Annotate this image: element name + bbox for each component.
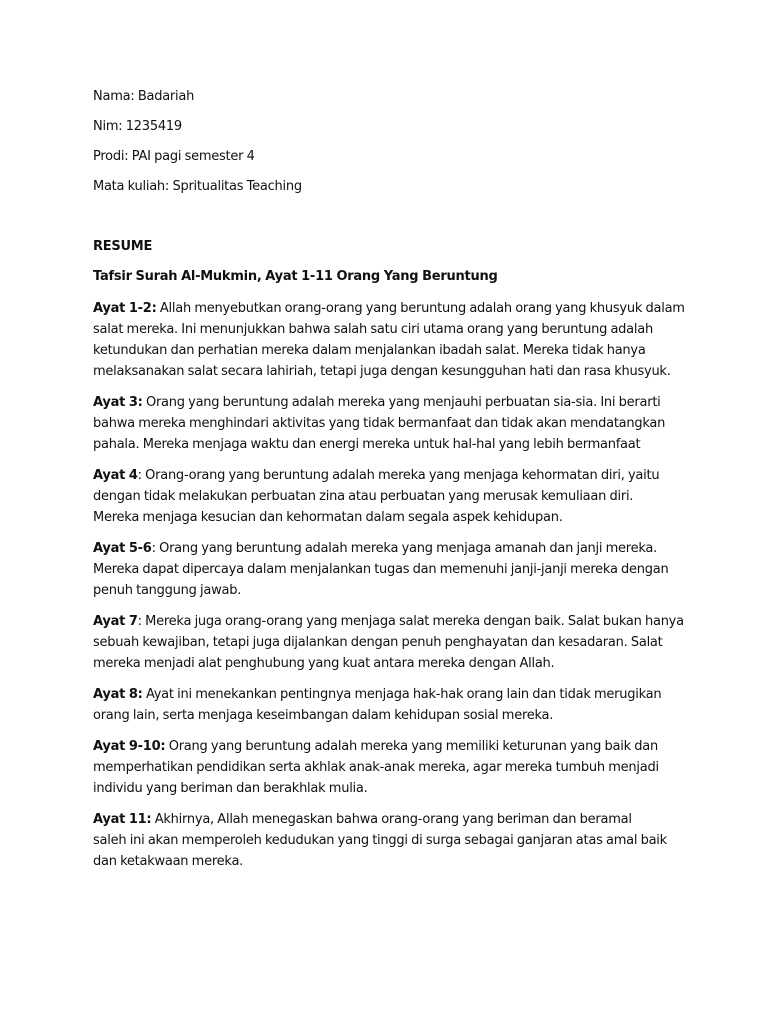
document-content: [93, 88, 693, 872]
paragraph-line: : Orang yang beruntung adalah mereka yang menjaga amanah dan janji mereka.: [151, 541, 657, 556]
paragraph-line: Ayat ini menekankan pentingnya menjaga hak-hak orang lain dan tidak merugikan: [142, 687, 662, 702]
paragraph-line: melaksanakan salat secara lahiriah, tetapi juga dengan kesungguhan hati dan rasa khusyuk.: [93, 364, 671, 379]
paragraph-line: Allah menyebutkan orang-orang yang beruntung adalah orang yang khusyuk dalam: [156, 301, 685, 316]
paragraph-line: Akhirnya, Allah menegaskan bahwa orang-orang yang beriman dan beramal: [151, 812, 632, 827]
paragraph-line: pahala. Mereka menjaga waktu dan energi mereka untuk hal-hal yang lebih bermanfaat: [93, 437, 641, 452]
paragraph-line: penuh tanggung jawab.: [93, 583, 242, 598]
paragraph-label: Ayat 11:: [93, 812, 152, 827]
paragraph-line: Orang yang beruntung adalah mereka yang menjauhi perbuatan sia-sia. Ini berarti: [142, 395, 661, 410]
document-subtitle: Tafsir Surah Al-Mukmin, Ayat 1-11 Orang Yang Beruntung: [93, 269, 498, 284]
paragraph-label: Ayat 9-10:: [93, 739, 166, 754]
paragraph-line: dan ketakwaan mereka.: [93, 854, 244, 869]
paragraph-ayat-4: [93, 465, 693, 528]
paragraph-line: : Orang-orang yang beruntung adalah mereka yang menjaga kehormatan diri, yaitu: [137, 468, 660, 483]
paragraph-line: Mereka menjaga kesucian dan kehormatan dalam segala aspek kehidupan.: [93, 510, 563, 525]
paragraph-line: dengan tidak melakukan perbuatan zina atau perbuatan yang merusak kemuliaan diri.: [93, 489, 634, 504]
study-program: Prodi: PAI pagi semester 4: [93, 149, 255, 164]
paragraph-line: salat mereka. Ini menunjukkan bahwa salah satu ciri utama orang yang beruntung adalah: [93, 322, 653, 337]
paragraph-label: Ayat 8:: [93, 687, 143, 702]
paragraph-ayat-11: [93, 809, 693, 872]
paragraph-line: saleh ini akan memperoleh kedudukan yang tinggi di surga sebagai ganjaran atas amal baik: [93, 833, 667, 848]
student-name: Nama: Badariah: [93, 89, 195, 104]
paragraph-line: : Mereka juga orang-orang yang menjaga salat mereka dengan baik. Salat bukan hanya: [137, 614, 684, 629]
paragraph-ayat-9-10: [93, 736, 693, 799]
paragraph-label: Ayat 5-6: [93, 541, 152, 556]
paragraph-line: ketundukan dan perhatian mereka dalam menjalankan ibadah salat. Mereka tidak hanya: [93, 343, 646, 358]
document-title: RESUME: [93, 239, 153, 254]
paragraph-line: Orang yang beruntung adalah mereka yang memiliki keturunan yang baik dan: [165, 739, 658, 754]
paragraph-line: mereka menjadi alat penghubung yang kuat antara mereka dengan Allah.: [93, 656, 555, 671]
paragraph-ayat-1-2: [93, 298, 693, 382]
paragraph-ayat-7: [93, 611, 693, 674]
paragraph-line: Mereka dapat dipercaya dalam menjalankan tugas dan memenuhi janji-janji mereka dengan: [93, 562, 669, 577]
paragraph-ayat-3: [93, 392, 693, 455]
paragraph-line: individu yang beriman dan berakhlak mulia.: [93, 781, 368, 796]
paragraph-label: Ayat 1-2:: [93, 301, 157, 316]
paragraph-label: Ayat 4: [93, 468, 138, 483]
paragraph-label: Ayat 3:: [93, 395, 143, 410]
paragraph-line: bahwa mereka menghindari aktivitas yang tidak bermanfaat dan tidak akan mendatangkan: [93, 416, 666, 431]
paragraph-ayat-5-6: [93, 538, 693, 601]
paragraph-ayat-8: [93, 684, 693, 726]
student-id: Nim: 1235419: [93, 119, 182, 134]
paragraph-line: sebuah kewajiban, tetapi juga dijalankan dengan penuh penghayatan dan kesadaran. Salat: [93, 635, 663, 650]
paragraph-label: Ayat 7: [93, 614, 138, 629]
paragraph-line: orang lain, serta menjaga keseimbangan dalam kehidupan sosial mereka.: [93, 708, 554, 723]
paragraph-line: memperhatikan pendidikan serta akhlak anak-anak mereka, agar mereka tumbuh menjadi: [93, 760, 659, 775]
course-name: Mata kuliah: Spritualitas Teaching: [93, 179, 302, 194]
